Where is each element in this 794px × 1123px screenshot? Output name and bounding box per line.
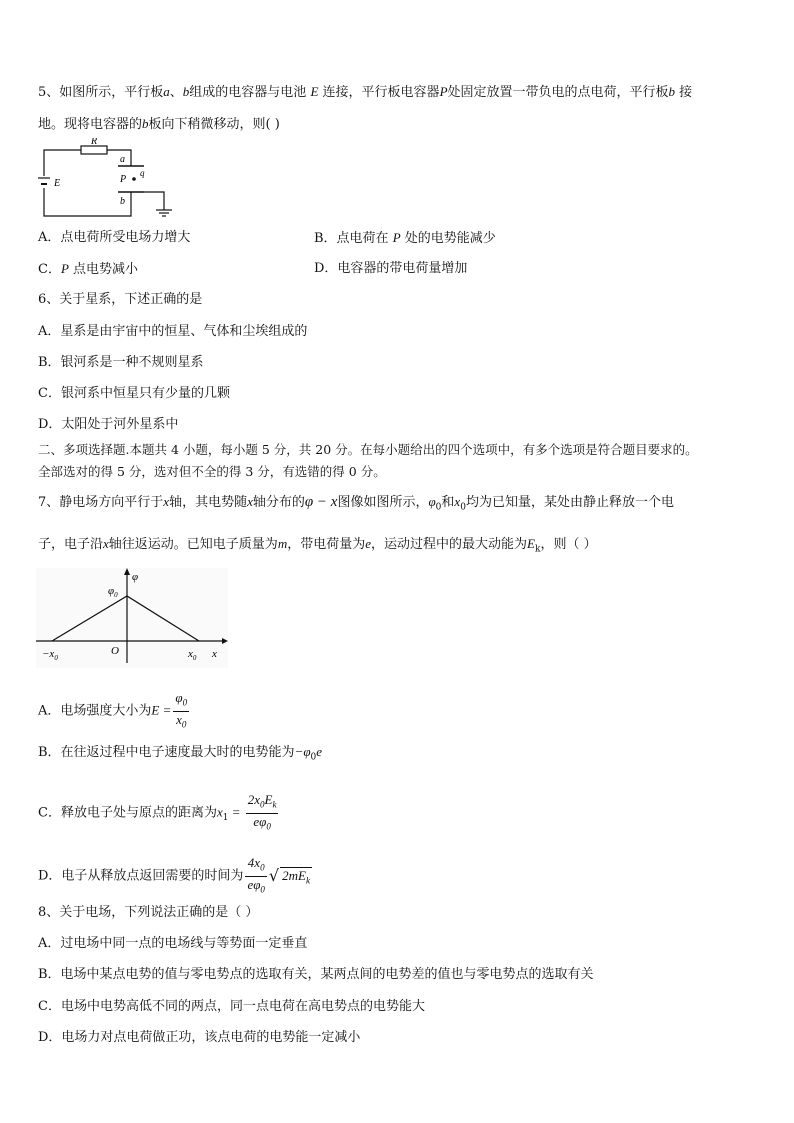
x: x <box>454 494 461 509</box>
text: 地。现将电容器的 <box>38 117 143 132</box>
text: 处的电势能减少 <box>404 231 496 246</box>
var-b: b <box>142 116 149 131</box>
fraction-phi0-over-x0: $\frac{\varphi_0}{x_0}$ <box>175 690 188 730</box>
text: 连接，平行板电容器 <box>322 85 440 100</box>
text: 处固定放置一带负电的点电荷，平行板 <box>447 85 669 100</box>
q7-potential-graph <box>36 568 228 668</box>
phi: φ <box>428 494 436 509</box>
fraction-time: $\frac{4x_0}{e\varphi_0}$ <box>247 855 265 895</box>
text: D．太阳处于河外星系中 <box>38 417 179 432</box>
q6-option-d <box>38 416 178 434</box>
section2-line1 <box>38 441 698 459</box>
q7-option-a <box>38 690 191 732</box>
text: D．电子从释放点返回需要的时间为 <box>38 868 244 884</box>
q6-option-a <box>38 323 307 341</box>
sqrt-2mEk: $2mE_k$ <box>280 867 312 889</box>
text: 和 <box>441 495 455 510</box>
text: C．银河系中恒星只有少量的几颗 <box>38 386 230 401</box>
var-x: x <box>247 494 253 509</box>
label-P: P <box>120 174 127 185</box>
text: B．电场中某点电势的值与零电势点的选取有关，某两点间的电势差的值也与零电势点的选取有关 <box>38 967 594 982</box>
sub: 0 <box>460 502 466 513</box>
text: 子，电子沿 <box>38 537 104 552</box>
q7-option-d <box>38 855 312 897</box>
q8-option-c <box>38 998 425 1016</box>
text: C．电场中电势高低不同的两点，同一点电荷在高电势点的电势能大 <box>38 999 425 1014</box>
text: 图像如图所示， <box>337 495 429 510</box>
q5-option-c <box>38 260 138 279</box>
var-P: P <box>439 84 448 99</box>
text: 组成的电容器与电池 <box>189 85 307 100</box>
q5-option-b <box>314 229 496 248</box>
label-a: a <box>120 154 125 165</box>
section2-line2 <box>38 463 386 481</box>
E: E <box>527 536 535 551</box>
var-E: E <box>310 84 319 99</box>
var-m: m <box>277 536 288 551</box>
q5-stem-line1 <box>38 83 692 102</box>
x1: x <box>216 804 223 820</box>
label-x0: $x_0$ <box>188 648 197 662</box>
label-E: E <box>54 178 61 189</box>
e: e <box>316 744 323 759</box>
var-b: b <box>668 84 676 99</box>
q8-stem <box>38 904 258 922</box>
text: 均为已知量，某处由静止释放一个电 <box>465 495 674 510</box>
text: 轴往返运动。已知电子质量为 <box>108 537 278 552</box>
text: 5、如图所示，平行板 <box>38 85 164 100</box>
q8-option-a <box>38 935 307 953</box>
var-P: P <box>60 261 69 276</box>
wire-top-left <box>44 150 81 176</box>
text: D．电容器的带电荷量增加 <box>314 261 468 276</box>
q8-option-d <box>38 1029 360 1047</box>
q5-option-d <box>314 260 467 278</box>
text: B．银河系是一种不规则星系 <box>38 355 204 370</box>
q6-option-b <box>38 354 204 372</box>
text: 7、静电场方向平行于 <box>38 495 164 510</box>
sub: 0 <box>310 752 317 763</box>
ground-wire <box>144 192 164 210</box>
q7-option-b <box>38 743 322 767</box>
resistor <box>81 146 107 154</box>
label-R: R <box>91 138 98 147</box>
label-phi0: $\varphi_0$ <box>108 585 118 599</box>
text: ，带电荷量为 <box>287 537 366 552</box>
text: D．电场力对点电荷做正功，该点电荷的电势能一定减小 <box>38 1030 361 1045</box>
text: 全部选对的得 5 分，选对但不全的得 3 分，有选错的得 0 分。 <box>38 464 386 479</box>
label-phi: φ <box>132 571 139 583</box>
text: 板向下稍微移动，则( ) <box>148 117 280 132</box>
charge-dot <box>132 177 136 181</box>
label-b: b <box>120 196 125 207</box>
label-q: q <box>140 168 145 178</box>
sub: 1 <box>222 813 229 824</box>
text: 接 <box>679 85 693 100</box>
sqrt-icon: √ <box>268 866 280 886</box>
text: ，运动过程中的最大动能为 <box>371 537 528 552</box>
text: A．星系是由宇宙中的恒星、气体和尘埃组成的 <box>38 324 308 339</box>
wire-bottom <box>44 188 131 216</box>
q7-stem-line2 <box>38 535 597 559</box>
q5-option-a <box>38 229 190 247</box>
text: 6、关于星系，下述正确的是 <box>38 292 203 307</box>
text: C．释放电子处与原点的距离为 <box>38 805 217 821</box>
text: ，则（ ） <box>540 537 597 552</box>
text: 轴分布的 <box>252 495 305 510</box>
var-x: x <box>103 536 109 551</box>
q5-circuit-figure <box>36 138 186 222</box>
var-a: a <box>163 84 170 99</box>
wire-top-right <box>107 150 131 166</box>
var-P: P <box>392 230 401 245</box>
var-e: e <box>365 536 371 551</box>
q6-option-c <box>38 385 230 403</box>
sub: 0 <box>435 502 442 513</box>
label-neg-x0: $-x_0$ <box>42 648 58 662</box>
var-x: x <box>163 494 170 509</box>
text: B．在往返过程中电子速度最大时的电势能为 <box>38 745 295 760</box>
neg-phi: −φ <box>294 744 311 759</box>
sub: k <box>534 544 541 555</box>
text: A．点电荷所受电场力增大 <box>38 230 191 245</box>
text: A．电场强度大小为 <box>38 703 152 719</box>
text: 二、多项选择题.本题共 4 小题，每小题 5 分，共 20 分。在每小题给出的四个选项中，有多个选项是符合题目要求的。 <box>38 442 698 457</box>
q5-stem-line2 <box>38 115 280 134</box>
q6-stem <box>38 291 202 309</box>
text: 点电势减小 <box>73 262 139 277</box>
label-origin: O <box>111 645 119 657</box>
label-x: x <box>212 648 217 660</box>
q7-option-c: C．释放电子处与原点的距离为$x_1$ = $\frac{2x_0E_k}{e\varphi_0}$ <box>38 792 280 834</box>
q7-stem-line1 <box>38 493 674 517</box>
text: A．过电场中同一点的电场线与等势面一定垂直 <box>38 936 308 951</box>
fraction-x1: $\frac{2x_0E_k}{e\varphi_0}$ <box>247 792 277 832</box>
text: B．点电荷在 <box>314 231 389 246</box>
text: 、 <box>169 85 183 100</box>
text: 轴，其电势随 <box>169 495 248 510</box>
var-b: b <box>182 84 190 99</box>
q8-option-b <box>38 966 594 984</box>
phi-minus-x: φ − x <box>304 494 338 510</box>
text: C． <box>38 262 61 277</box>
E-equals: E = <box>151 702 172 718</box>
text: 8、关于电场，下列说法正确的是（ ） <box>38 905 259 920</box>
